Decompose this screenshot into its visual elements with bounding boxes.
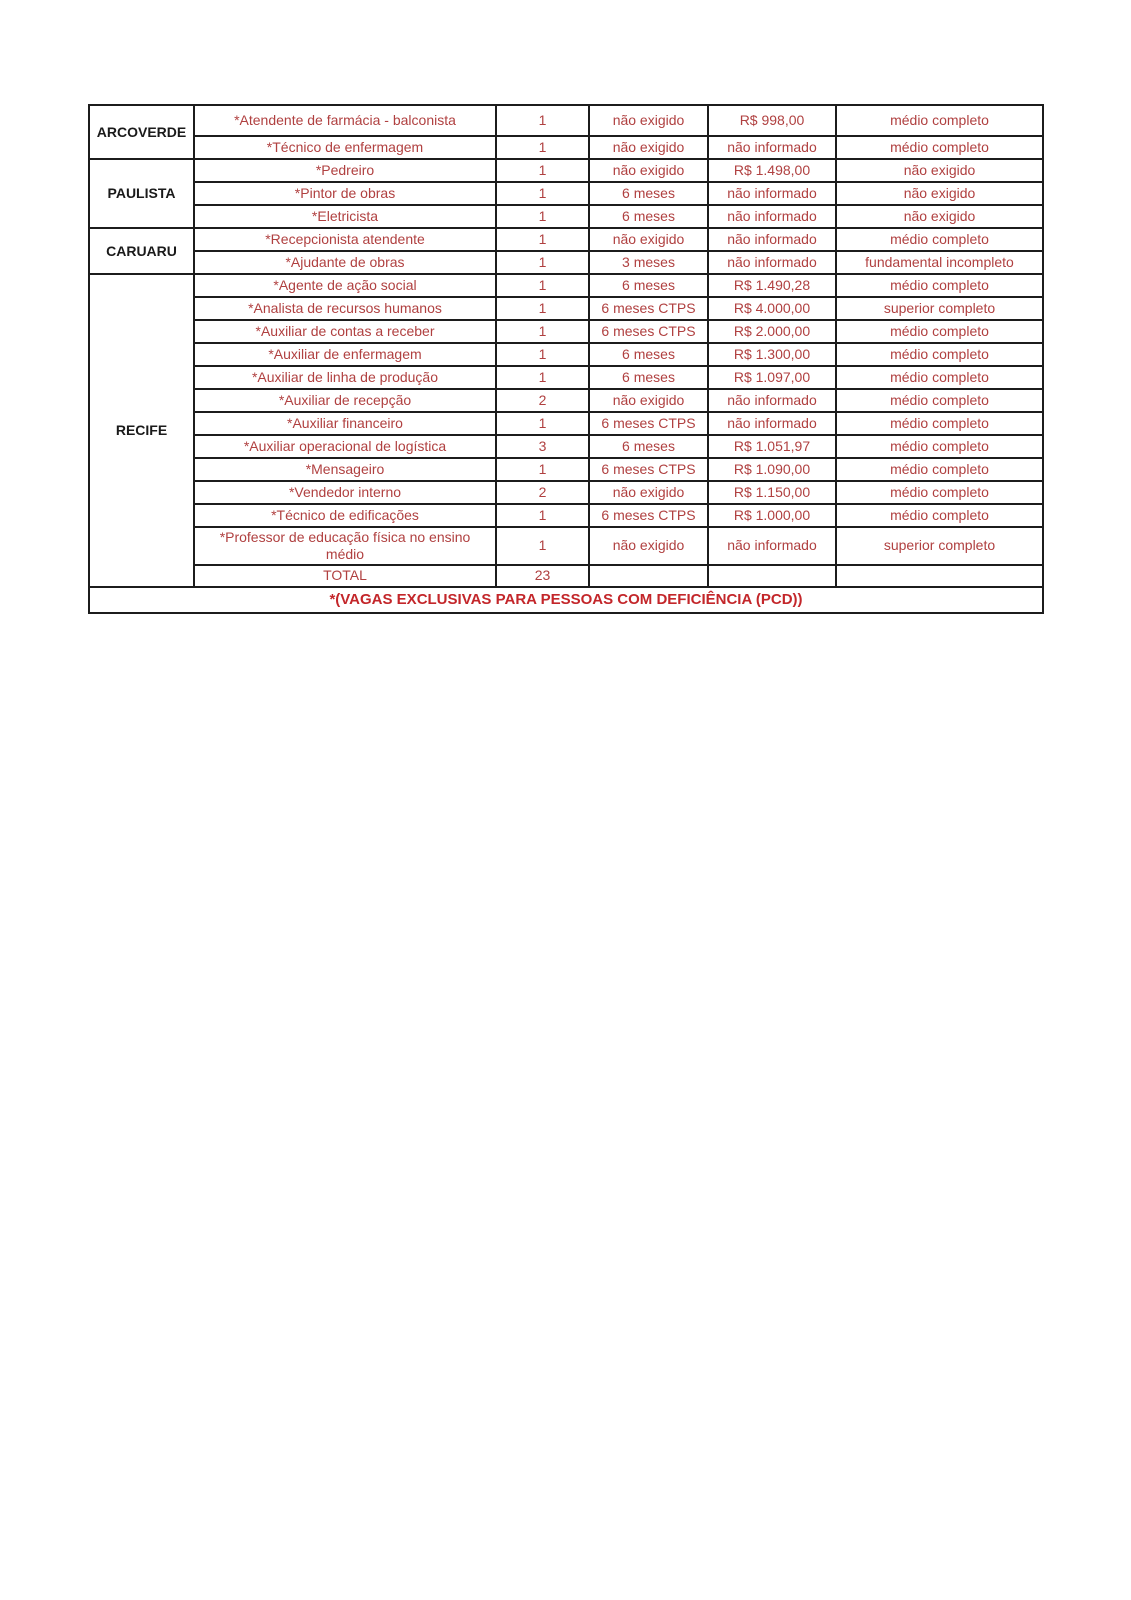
education-cell: superior completo bbox=[836, 297, 1043, 320]
table-row bbox=[89, 435, 1043, 458]
salary-cell: R$ 1.000,00 bbox=[708, 504, 836, 527]
city-cell: PAULISTA bbox=[89, 159, 194, 228]
salary-cell: não informado bbox=[708, 136, 836, 159]
vacancies-cell: 1 bbox=[496, 412, 589, 435]
experience-cell: não exigido bbox=[589, 105, 708, 136]
vacancies-cell: 1 bbox=[496, 136, 589, 159]
salary-cell: não informado bbox=[708, 182, 836, 205]
job-title-cell: *Eletricista bbox=[194, 205, 496, 228]
experience-cell: 6 meses bbox=[589, 182, 708, 205]
salary-cell: R$ 2.000,00 bbox=[708, 320, 836, 343]
job-title-cell: *Auxiliar de recepção bbox=[194, 389, 496, 412]
empty-cell bbox=[836, 565, 1043, 587]
salary-cell: R$ 1.051,97 bbox=[708, 435, 836, 458]
empty-cell bbox=[708, 565, 836, 587]
city-cell: RECIFE bbox=[89, 274, 194, 587]
experience-cell: não exigido bbox=[589, 136, 708, 159]
job-title-cell: *Pintor de obras bbox=[194, 182, 496, 205]
experience-cell: não exigido bbox=[589, 527, 708, 565]
vacancies-cell: 1 bbox=[496, 504, 589, 527]
table-row bbox=[89, 159, 1043, 182]
education-cell: médio completo bbox=[836, 458, 1043, 481]
salary-cell: R$ 1.498,00 bbox=[708, 159, 836, 182]
vacancies-cell: 1 bbox=[496, 105, 589, 136]
vacancies-cell: 1 bbox=[496, 297, 589, 320]
empty-cell bbox=[589, 565, 708, 587]
education-cell: médio completo bbox=[836, 435, 1043, 458]
experience-cell: 6 meses bbox=[589, 274, 708, 297]
experience-cell: 6 meses CTPS bbox=[589, 504, 708, 527]
experience-cell: 6 meses bbox=[589, 343, 708, 366]
salary-cell: R$ 1.490,28 bbox=[708, 274, 836, 297]
salary-cell: R$ 1.090,00 bbox=[708, 458, 836, 481]
vacancies-cell: 1 bbox=[496, 527, 589, 565]
vacancies-cell: 2 bbox=[496, 481, 589, 504]
table-row bbox=[89, 389, 1043, 412]
job-title-cell: *Auxiliar de enfermagem bbox=[194, 343, 496, 366]
education-cell: médio completo bbox=[836, 105, 1043, 136]
salary-cell: não informado bbox=[708, 228, 836, 251]
table-row bbox=[89, 251, 1043, 274]
salary-cell: R$ 1.300,00 bbox=[708, 343, 836, 366]
education-cell: médio completo bbox=[836, 274, 1043, 297]
education-cell: médio completo bbox=[836, 343, 1043, 366]
job-title-cell: *Agente de ação social bbox=[194, 274, 496, 297]
education-cell: superior completo bbox=[836, 527, 1043, 565]
vacancies-cell: 1 bbox=[496, 366, 589, 389]
experience-cell: 6 meses CTPS bbox=[589, 458, 708, 481]
education-cell: médio completo bbox=[836, 389, 1043, 412]
experience-cell: 6 meses CTPS bbox=[589, 412, 708, 435]
salary-cell: R$ 1.150,00 bbox=[708, 481, 836, 504]
table-row bbox=[89, 136, 1043, 159]
job-title-cell: *Técnico de edificações bbox=[194, 504, 496, 527]
job-title-cell: *Ajudante de obras bbox=[194, 251, 496, 274]
job-title-cell: *Técnico de enfermagem bbox=[194, 136, 496, 159]
vacancies-cell: 1 bbox=[496, 205, 589, 228]
table-row bbox=[89, 297, 1043, 320]
salary-cell: não informado bbox=[708, 205, 836, 228]
salary-cell: não informado bbox=[708, 251, 836, 274]
total-value-cell: 23 bbox=[496, 565, 589, 587]
experience-cell: não exigido bbox=[589, 159, 708, 182]
job-title-cell: *Auxiliar financeiro bbox=[194, 412, 496, 435]
table-row bbox=[89, 320, 1043, 343]
table-row bbox=[89, 527, 1043, 565]
experience-cell: não exigido bbox=[589, 481, 708, 504]
education-cell: médio completo bbox=[836, 412, 1043, 435]
total-row bbox=[89, 565, 1043, 587]
education-cell: médio completo bbox=[836, 228, 1043, 251]
job-title-cell: *Auxiliar operacional de logística bbox=[194, 435, 496, 458]
city-cell: ARCOVERDE bbox=[89, 105, 194, 159]
experience-cell: não exigido bbox=[589, 228, 708, 251]
education-cell: médio completo bbox=[836, 366, 1043, 389]
salary-cell: não informado bbox=[708, 527, 836, 565]
job-title-cell: *Atendente de farmácia - balconista bbox=[194, 105, 496, 136]
job-title-cell: *Professor de educação física no ensino médio bbox=[194, 527, 496, 565]
vacancies-cell: 1 bbox=[496, 343, 589, 366]
education-cell: médio completo bbox=[836, 504, 1043, 527]
table-row bbox=[89, 366, 1043, 389]
experience-cell: 6 meses CTPS bbox=[589, 320, 708, 343]
job-title-cell: *Auxiliar de contas a receber bbox=[194, 320, 496, 343]
experience-cell: 6 meses CTPS bbox=[589, 297, 708, 320]
salary-cell: não informado bbox=[708, 389, 836, 412]
table-row bbox=[89, 228, 1043, 251]
vacancies-cell: 1 bbox=[496, 320, 589, 343]
job-title-cell: *Pedreiro bbox=[194, 159, 496, 182]
city-cell: CARUARU bbox=[89, 228, 194, 274]
table-row bbox=[89, 458, 1043, 481]
table-row bbox=[89, 504, 1043, 527]
job-title-cell: *Mensageiro bbox=[194, 458, 496, 481]
table-row bbox=[89, 182, 1043, 205]
education-cell: médio completo bbox=[836, 320, 1043, 343]
salary-cell: R$ 998,00 bbox=[708, 105, 836, 136]
experience-cell: 6 meses bbox=[589, 366, 708, 389]
education-cell: não exigido bbox=[836, 205, 1043, 228]
salary-cell: R$ 4.000,00 bbox=[708, 297, 836, 320]
job-vacancies-table bbox=[88, 104, 1044, 614]
table-row bbox=[89, 274, 1043, 297]
experience-cell: 6 meses bbox=[589, 205, 708, 228]
education-cell: não exigido bbox=[836, 182, 1043, 205]
vacancies-cell: 1 bbox=[496, 159, 589, 182]
salary-cell: R$ 1.097,00 bbox=[708, 366, 836, 389]
table-row bbox=[89, 205, 1043, 228]
education-cell: médio completo bbox=[836, 136, 1043, 159]
vacancies-cell: 1 bbox=[496, 228, 589, 251]
vacancies-cell: 3 bbox=[496, 435, 589, 458]
experience-cell: 3 meses bbox=[589, 251, 708, 274]
vacancies-cell: 1 bbox=[496, 458, 589, 481]
vacancies-cell: 1 bbox=[496, 182, 589, 205]
education-cell: médio completo bbox=[836, 481, 1043, 504]
education-cell: não exigido bbox=[836, 159, 1043, 182]
table-row bbox=[89, 412, 1043, 435]
table-row bbox=[89, 343, 1043, 366]
job-title-cell: *Recepcionista atendente bbox=[194, 228, 496, 251]
vacancies-cell: 1 bbox=[496, 251, 589, 274]
vacancies-table-body bbox=[89, 105, 1043, 613]
vacancies-cell: 1 bbox=[496, 274, 589, 297]
experience-cell: 6 meses bbox=[589, 435, 708, 458]
job-title-cell: *Auxiliar de linha de produção bbox=[194, 366, 496, 389]
total-label-cell: TOTAL bbox=[194, 565, 496, 587]
table-row bbox=[89, 481, 1043, 504]
footer-note: *(VAGAS EXCLUSIVAS PARA PESSOAS COM DEFICIÊNCIA (PCD)) bbox=[89, 587, 1043, 613]
job-title-cell: *Analista de recursos humanos bbox=[194, 297, 496, 320]
footer-row bbox=[89, 587, 1043, 613]
table-row bbox=[89, 105, 1043, 136]
experience-cell: não exigido bbox=[589, 389, 708, 412]
salary-cell: não informado bbox=[708, 412, 836, 435]
vacancies-cell: 2 bbox=[496, 389, 589, 412]
education-cell: fundamental incompleto bbox=[836, 251, 1043, 274]
job-title-cell: *Vendedor interno bbox=[194, 481, 496, 504]
